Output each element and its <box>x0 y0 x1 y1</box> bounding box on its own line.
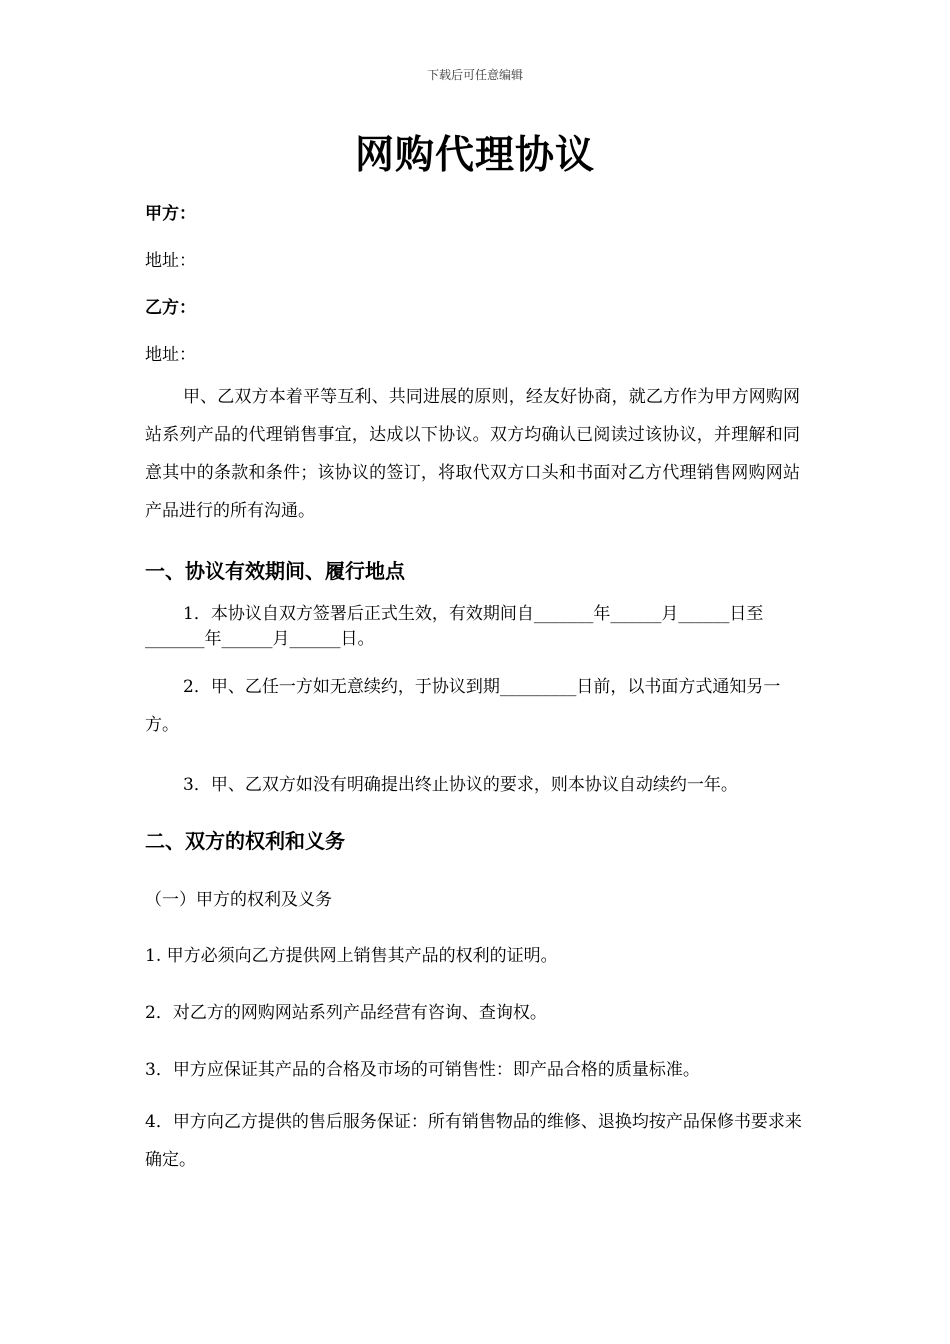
section2-item4: 4．甲方向乙方提供的售后服务保证：所有销售物品的维修、退换均按产品保修书要求来确定。 <box>145 1112 802 1170</box>
section2-item3: 3．甲方应保证其产品的合格及市场的可销售性：即产品合格的质量标准。 <box>145 1060 700 1080</box>
section1-heading: 一、协议有效期间、履行地点 <box>145 559 405 583</box>
party-b-label: 乙方： <box>145 298 196 318</box>
section1-item3: 3．甲、乙双方如没有明确提出终止协议的要求，则本协议自动续约一年。 <box>183 775 738 795</box>
section1-item2: 2．甲、乙任一方如无意续约，于协议到期_________日前，以书面方式通知另一方。 <box>145 677 781 735</box>
section1-item1: 1．本协议自双方签署后正式生效，有效期间自_______年______月______日至_______年______月______日。 <box>145 604 764 649</box>
section2-item1: 1. 甲方必须向乙方提供网上销售其产品的权利的证明。 <box>145 946 558 966</box>
address-b-label: 地址： <box>145 345 196 365</box>
section2-item2: 2．对乙方的网购网站系列产品经营有咨询、查询权。 <box>145 1003 547 1023</box>
section2-subheading: （一）甲方的权利及义务 <box>145 890 332 910</box>
header-note: 下载后可任意编辑 <box>426 68 523 82</box>
party-a-label: 甲方： <box>145 204 196 224</box>
address-a-label: 地址： <box>145 251 196 271</box>
document-title: 网购代理协议 <box>354 133 595 178</box>
intro-paragraph: 甲、乙双方本着平等互利、共同进展的原则，经友好协商，就乙方作为甲方网购网站系列产品的代理销售事宜，达成以下协议。双方均确认已阅读过该协议，并理解和同意其中的条款和条件；该协议的签订，将取代双方口头和书面对乙方代理销售网购网站产品进行的所有沟通。 <box>145 387 800 521</box>
section2-heading: 二、双方的权利和义务 <box>145 829 345 853</box>
